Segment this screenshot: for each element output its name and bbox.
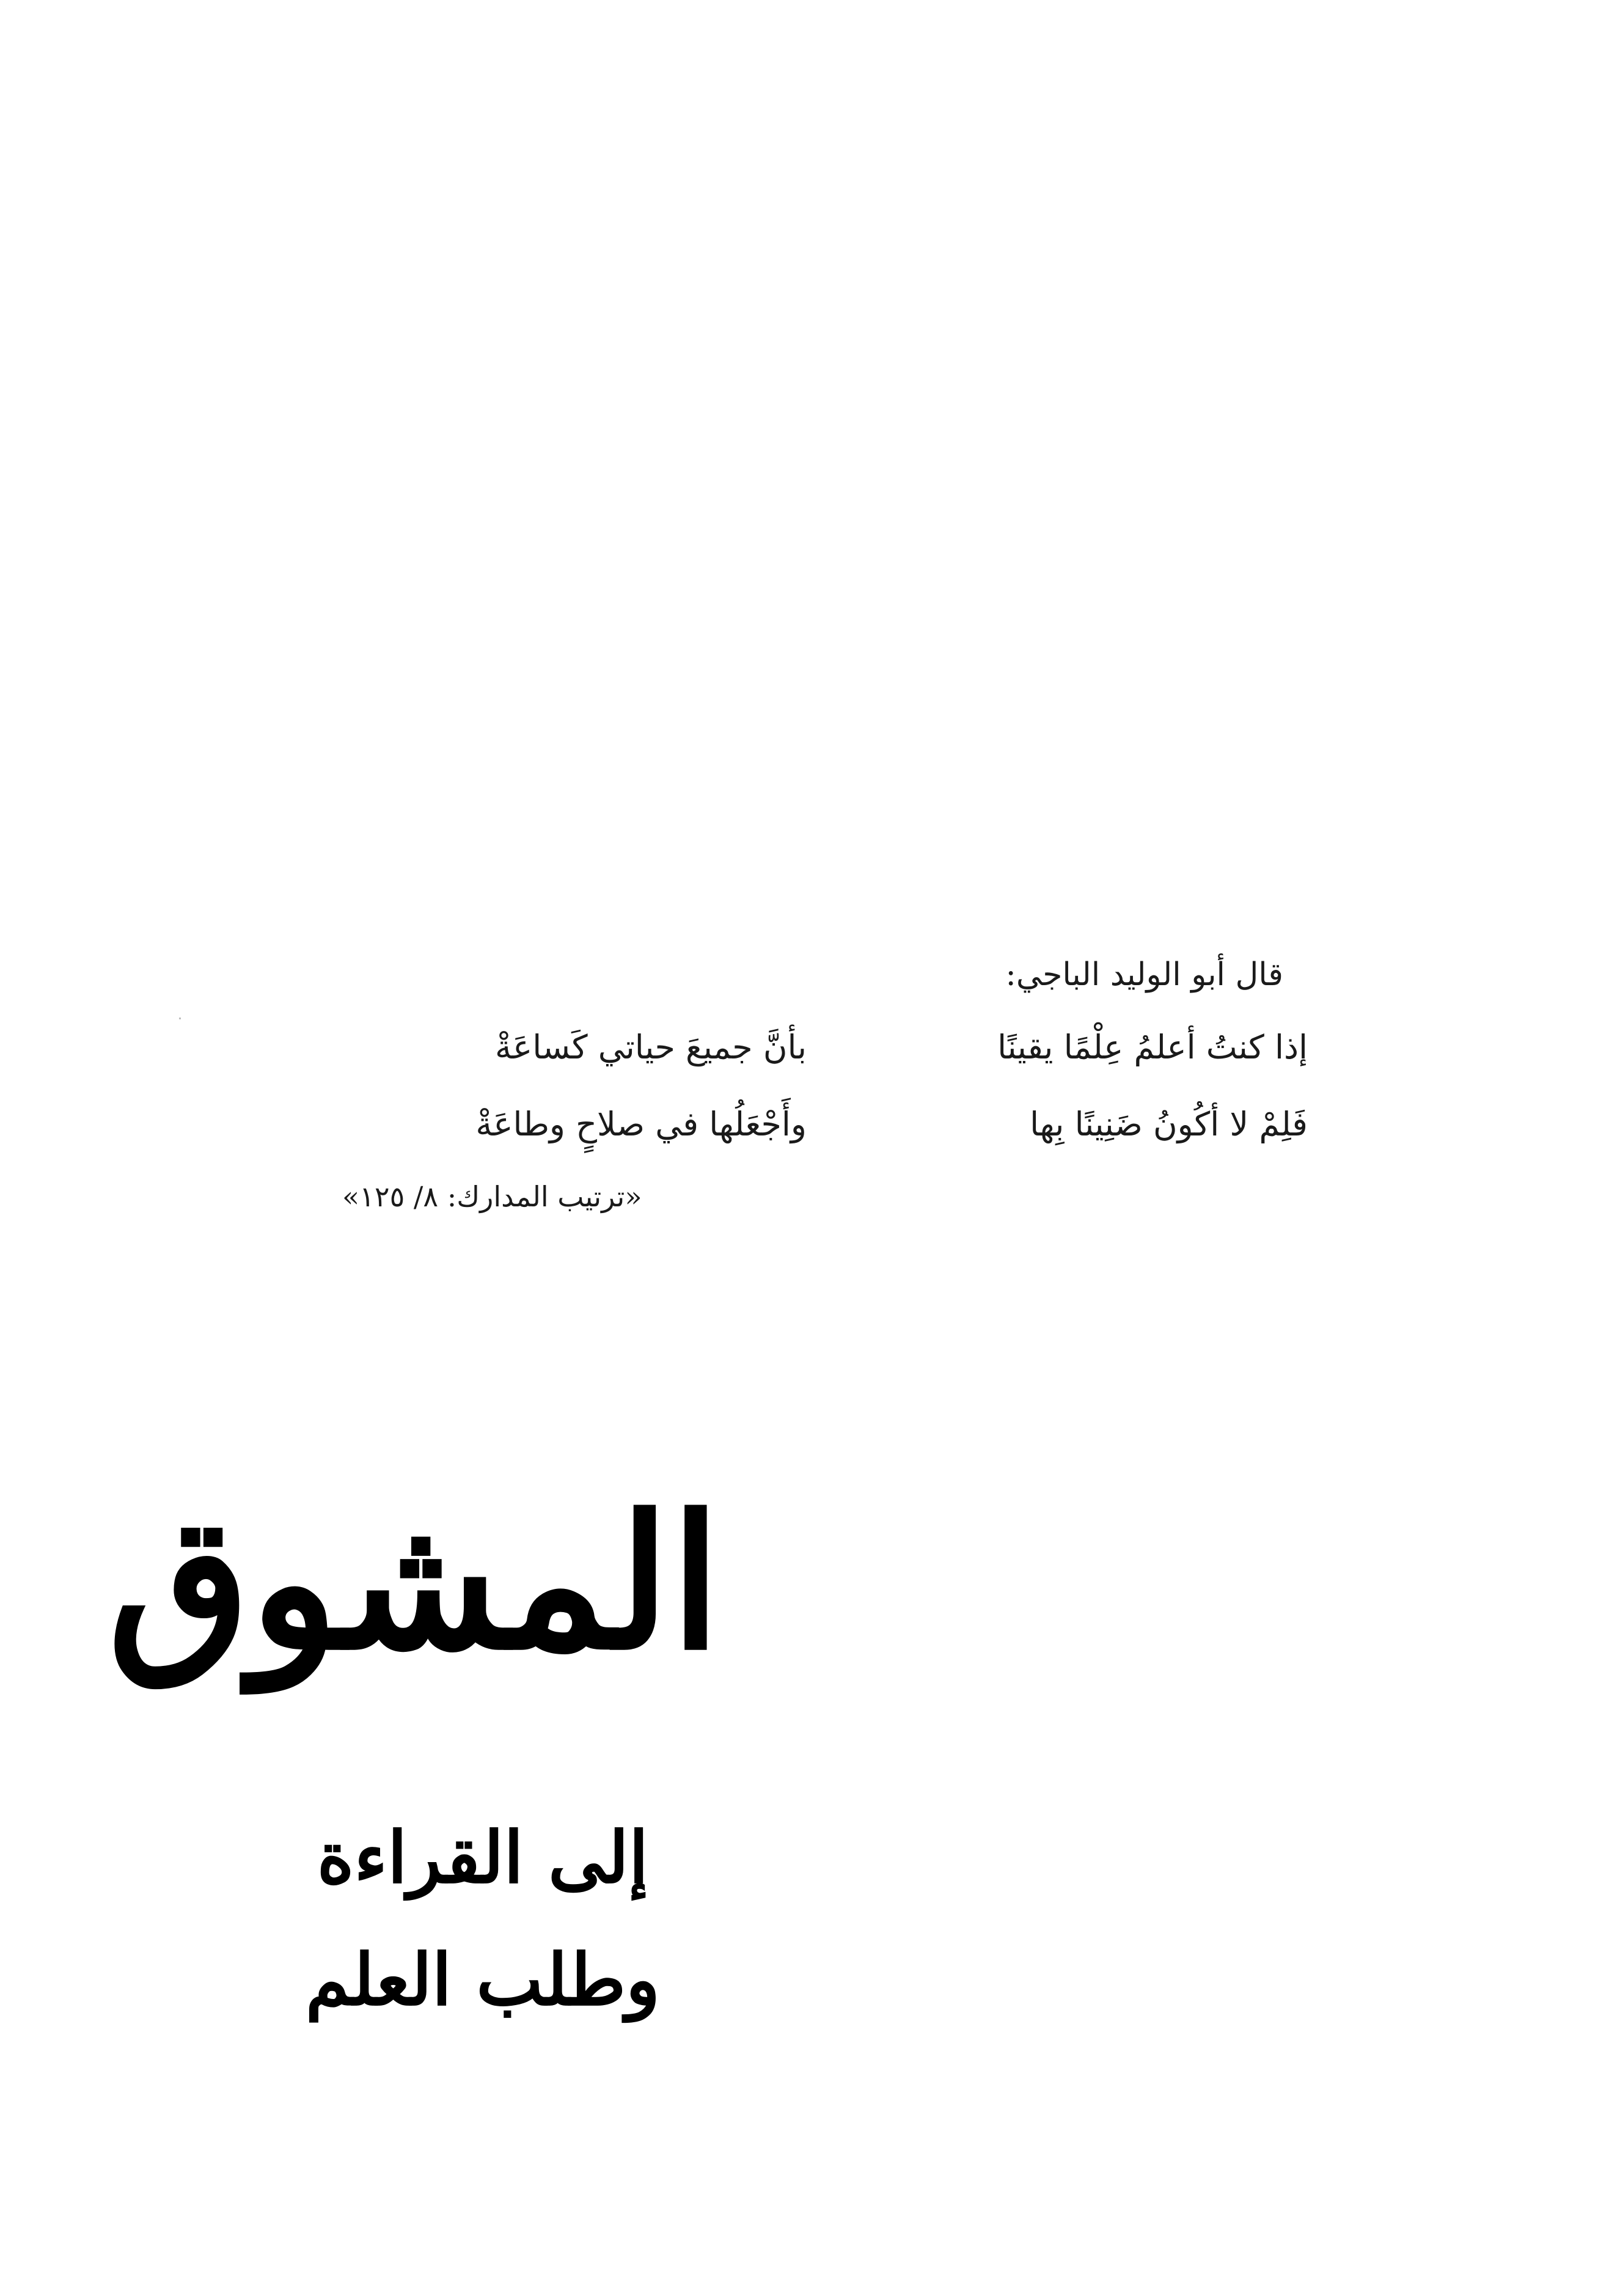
book-subtitle: إلى القراءة وطلب العلم <box>305 1816 661 2022</box>
poem-quote <box>342 953 1308 1244</box>
book-title-calligraphy-logo <box>108 1454 770 2102</box>
poem-source-citation: «ترتيب المدارك: ٨/ ١٢٥» <box>342 1180 642 1213</box>
verse-2-first-hemistich: فَلِمْ لا أكُونُ ضَنِينًا بِها <box>1030 1105 1308 1143</box>
verse-2-second-hemistich: وأَجْعَلُها في صلاحٍ وطاعَةْ <box>475 1105 807 1143</box>
verse-line-1 <box>342 1023 1308 1072</box>
scan-speck <box>179 1018 181 1019</box>
verse-line-2 <box>342 1100 1308 1149</box>
poem-intro: قال أبو الوليد الباجي: <box>1005 956 1283 993</box>
verse-1-second-hemistich: بأنَّ جميعَ حياتي كَساعَةْ <box>495 1028 807 1066</box>
verse-1-first-hemistich: إذا كنتُ أعلمُ عِلْمًا يقينًا <box>997 1028 1308 1066</box>
book-title: المشوق <box>108 1475 721 1690</box>
